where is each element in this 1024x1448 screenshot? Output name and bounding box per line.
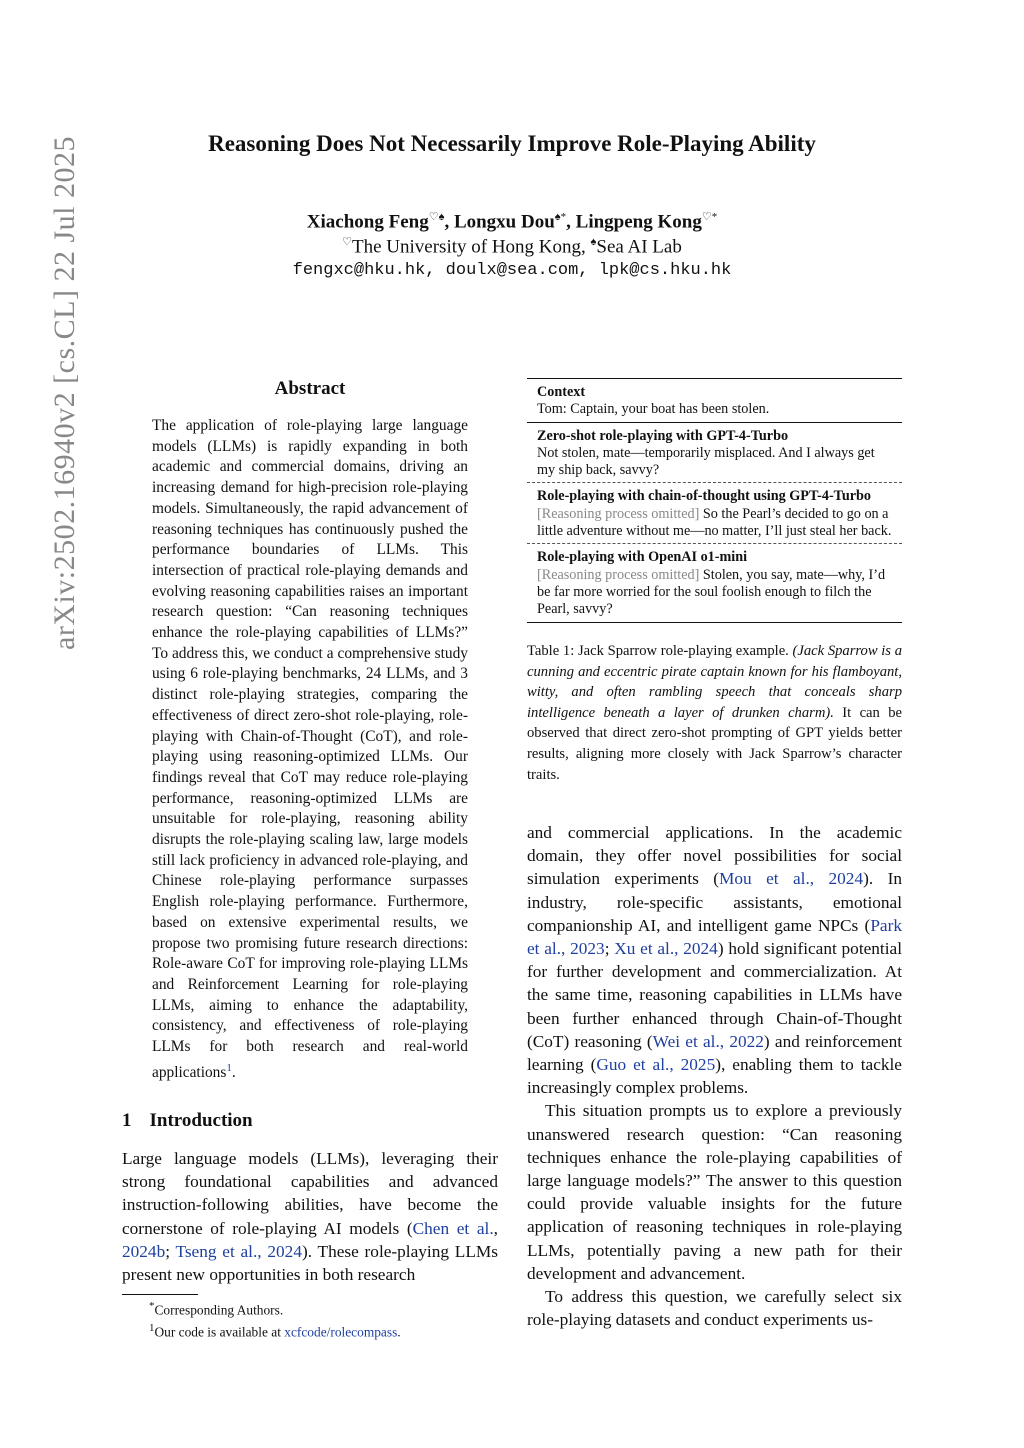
intro-text: Large language models (LLMs), leveraging their strong foundational capabilities and advanced instruction-following abilities, have become the cornerstone of role-playing AI models ( [122,1149,498,1238]
affiliations [0,235,1024,258]
table-context [527,379,902,422]
footnote-text: Our code is available at [154,1324,285,1340]
footnote-rule [122,1294,198,1295]
table-section-text [537,567,892,619]
paragraph [527,821,902,1099]
table-caption [527,641,902,785]
affiliation-mark: ♡♠ [428,211,445,223]
paper-title: Reasoning Does Not Necessarily Improve Role-Playing Ability [208,131,816,156]
text: ) hold significant potential for further development and commercialization. At the same time, reasoning capabilities in LLMs have been further enhanced through Chain-of-Thought (CoT) reasoning ( [527,939,903,1051]
footnote-text: Corresponding Authors. [154,1302,284,1318]
omitted-label: [Reasoning process omitted] [537,566,700,583]
citation-link[interactable]: Tseng et al., 2024 [175,1241,302,1261]
section-heading [122,1110,253,1132]
abstract-heading: Abstract [274,378,346,399]
author-name: Longxu Dou [453,211,555,233]
table-cot [527,483,902,543]
section-number: 1 [122,1110,132,1131]
text: ), enabling them to tackle increasingly complex problems. [527,1055,902,1098]
intro-text: ). These role-playing LLMs present new opportunities in both research [122,1241,498,1285]
affiliation: Sea AI Lab [596,236,682,258]
paragraph: This situation prompts us to explore a previously unanswered research question: “Can reasoning techniques enhance the role-playing capabilities of large language models?” The answer to this question could provide valuable insights for the future application of reasoning techniques in role-playing LLMs, potentially paving a new path for their development and advancement. [527,1101,902,1283]
table-section-heading: Role-playing with OpenAI o1-mini [537,549,748,566]
text: ) and reinforcement learning ( [527,1031,903,1075]
arxiv-identifier: arXiv:2502.16940v2 [cs.CL] 22 Jul 2025 [48,136,81,650]
footnotes [149,1297,509,1342]
author-name: Xiachong Feng [306,211,429,233]
text: ; [604,939,615,959]
citation-link[interactable]: Mou et al., 2024 [719,869,864,889]
citation-link[interactable]: Guo et al., 2025 [596,1055,716,1075]
citation-link[interactable]: Wei et al., 2022 [652,1031,764,1051]
author-names: Xiachong Feng♡♠, Longxu Dou♠*, Lingpeng Kong♡* [306,211,718,233]
text: and commercial applications. In the academic domain, they offer novel possibilities for social simulation experiments ( [527,823,902,889]
response-text: Stolen, you say, mate—why, I’d be far more worried for the soul foolish enough to filch the Pearl, savvy? [537,566,886,618]
caption-text: It can be observed that direct zero-shot prompting of GPT yields better results, aligning more closely with Jack Sparrow’s character traits. [527,704,902,783]
affiliation-mark: ♡* [701,211,718,223]
table-section-text: Tom: Captain, your boat has been stolen. [537,401,770,418]
table-section-heading: Zero-shot role-playing with GPT-4-Turbo [537,427,789,444]
footnote [149,1297,509,1319]
intro-text: , [493,1218,498,1238]
affiliation-mark: ♡ [342,236,352,249]
text: ). In industry, role-specific assistants, emotional companionship AI, and intelligent game NPCs ( [527,869,902,935]
citation-link[interactable]: 2024b [122,1241,166,1261]
right-column-text [527,821,902,1331]
table-section-heading: Role-playing with chain-of-thought using GPT-4-Turbo [537,488,871,505]
affiliation-mark: ♠* [554,211,567,223]
affiliation-mark: ♠ [590,236,597,249]
caption-italic: (Jack Sparrow is a cunning and eccentric pirate captain known for his flamboyant, witty, and often rambling speech that conceals sharp intelligence beneath a layer of drunken charm). [527,643,902,721]
table-zero-shot [527,423,902,483]
table-o1 [527,544,902,621]
paragraph: To address this question, we carefully select six role-playing datasets and conduct experiments us- [527,1287,902,1330]
omitted-label: [Reasoning process omitted] [537,505,700,522]
abstract-end: . [231,1063,236,1081]
footnote-mark: * [149,1300,155,1312]
intro-paragraph [122,1147,498,1286]
author-name: Lingpeng Kong [575,211,702,233]
affiliation: The University of Hong Kong, [352,236,586,258]
author-emails: fengxc@hku.hk, doulx@sea.com, lpk@cs.hku.hk [292,260,732,280]
table-section-heading: Context [537,384,586,400]
abstract-body: The application of role-playing large language models (LLMs) is rapidly expanding in both academic and commercial domains, driving an increasing demand for high-precision role-playing models. Simultaneously, the rapid advancement of reasoning techniques has continuously pushed the performance boundaries of LLMs. This intersection of practical role-playing demands and evolving reasoning capabilities raises an important research question: “Can reasoning techniques enhance the role-playing capabilities of LLMs?” To address this, we conduct a comprehensive study using 6 role-playing benchmarks, 24 LLMs, and 3 distinct role-playing strategies, comparing the effectiveness of direct zero-shot role-playing, role-playing with Chain-of-Thought (CoT), and role-playing using reasoning-optimized LLMs. Our findings reveal that CoT may reduce role-playing performance, reasoning-optimized LLMs are unsuitable for role-playing, reasoning ability disrupts the role-playing scaling law, large models still lack proficiency in advanced role-playing, and Chinese role-playing performance surpasses English role-playing performance. Furthermore, based on extensive experimental results, we propose two promising future research directions: Role-aware CoT for improving role-playing LLMs and Reinforcement Learning for role-playing LLMs, aiming to enhance the adaptability, consistency, and effectiveness of role-playing LLMs for both research and real-world applications [152,417,468,1081]
table-section-text [537,506,892,541]
author-block [0,210,1024,280]
citation-link[interactable]: Xu et al., 2024 [614,939,718,959]
footnote [149,1319,509,1341]
citation-link[interactable]: Chen et al. [412,1218,494,1238]
table-section-text: Not stolen, mate—temporarily misplaced. And I always get my ship back, savvy? [537,444,875,479]
footnote-text: . [397,1324,401,1340]
example-table [527,378,902,623]
footnote-mark: 1 [149,1322,155,1335]
response-text: So the Pearl’s decided to go on a little adventure without me—no matter, I’ll just steal her back. [537,505,892,540]
caption-label: Table 1: Jack Sparrow role-playing example. [527,643,793,659]
abstract-text [152,416,468,1084]
code-link[interactable]: xcfcode/rolecompass [284,1324,398,1340]
footnote-ref[interactable]: 1 [226,1061,232,1074]
citation-link[interactable]: Park et al., 2023 [527,915,902,959]
table-bottom-rule [527,622,902,623]
intro-text: ; [165,1241,176,1261]
section-title: Introduction [149,1110,253,1131]
